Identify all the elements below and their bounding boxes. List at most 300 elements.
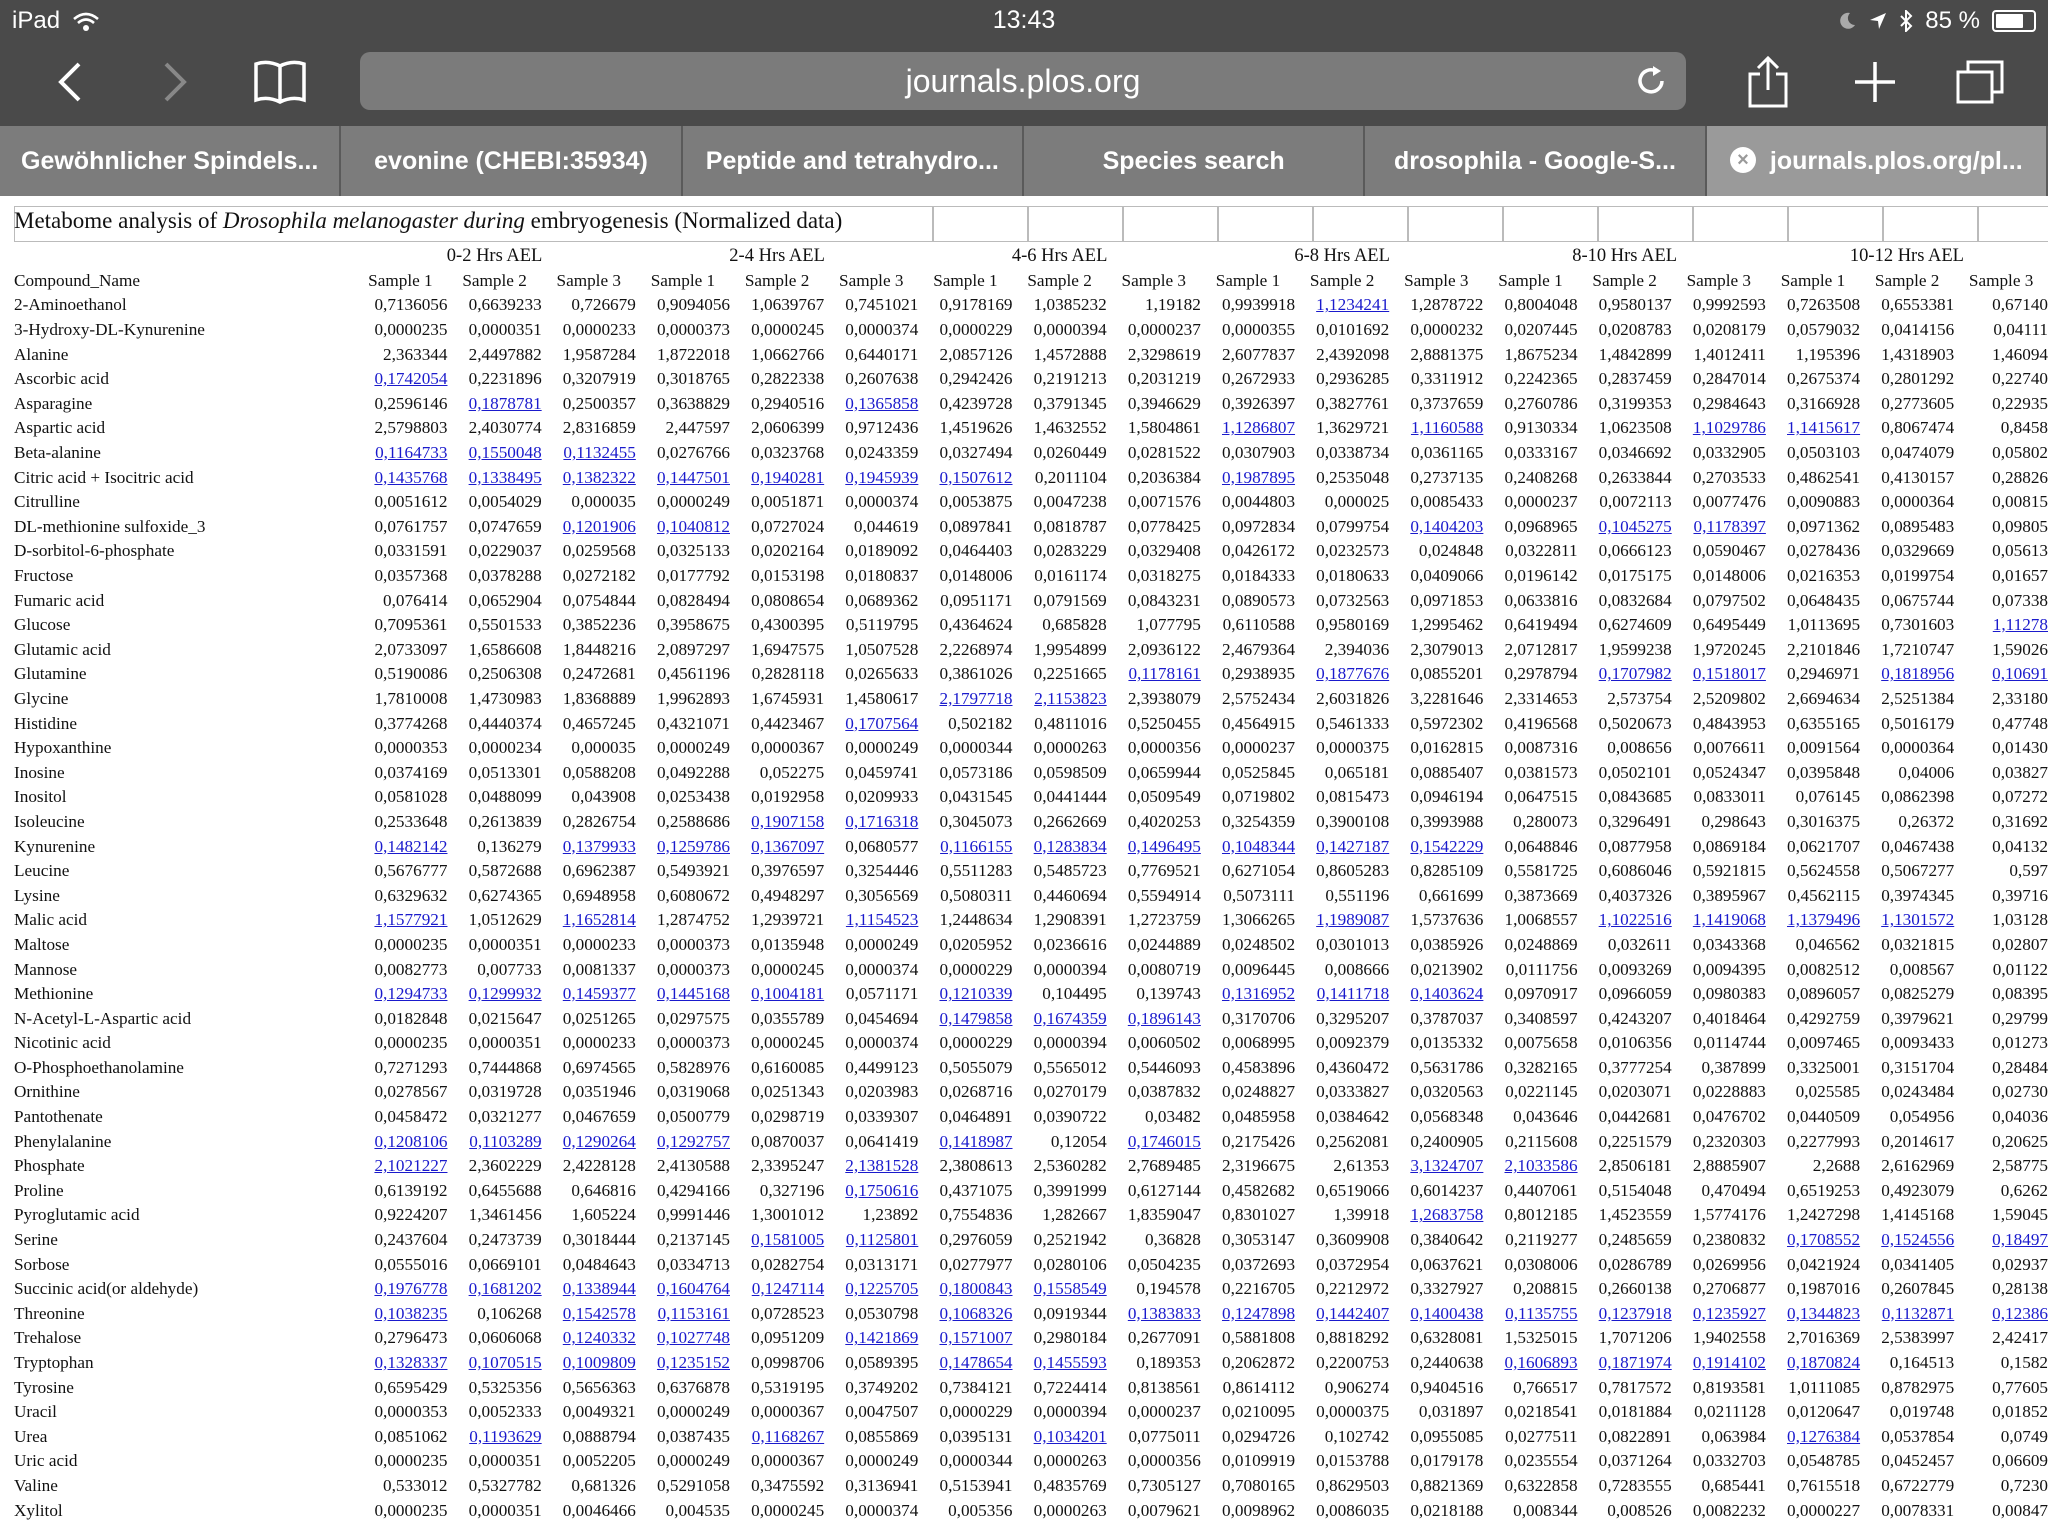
value-link[interactable]: 0,1068326 [939,1303,1013,1323]
value-cell: 0,4371075 [939,1180,1013,1200]
value-link[interactable]: 0,1225705 [845,1279,919,1299]
value-cell: 0,01273 [1992,1033,2048,1053]
address-bar[interactable] [360,52,1686,110]
value-cell: 1,9962893 [656,688,730,708]
value-link[interactable]: 1,11278 [1992,615,2048,635]
bookmarks-button[interactable] [250,52,310,112]
compound-name: Succinic acid(or aldehyde) [14,1279,199,1299]
value-cell: 0,0372693 [1221,1254,1296,1274]
value-link[interactable]: 0,1070515 [468,1353,542,1373]
data-table [14,244,2048,1523]
value-cell [918,1326,1012,1351]
value-link[interactable]: 0,1550048 [468,443,542,463]
value-cell: 0,4835769 [1033,1475,1107,1495]
value-cell: 0,0325133 [656,541,730,561]
value-link[interactable]: 0,1707982 [1598,664,1672,684]
compound-name: Tryptophan [14,1353,94,1373]
value-cell: 0,7554836 [939,1205,1013,1225]
value-cell: 2,8316859 [562,418,636,438]
value-cell: 0,0503103 [1787,443,1861,463]
value-cell: 0,0101692 [1316,320,1390,340]
value-link[interactable]: 0,1496495 [1127,836,1201,856]
value-cell: 0,6160085 [751,1057,825,1077]
value-link[interactable]: 0,1976778 [374,1279,448,1299]
value-link[interactable]: 0,1606893 [1504,1353,1578,1373]
value-link[interactable]: 0,1247114 [751,1279,825,1299]
value-cell: 0,0000245 [751,959,825,979]
value-cell: 0,0537854 [1881,1426,1955,1446]
value-cell: 0,0076611 [1693,738,1766,758]
value-cell: 0,0259568 [562,541,636,561]
value-cell: 0,7271293 [374,1057,448,1077]
value-cell: 0,0351946 [562,1082,636,1102]
value-link[interactable]: 1,1160588 [1410,418,1484,438]
value-cell: 0,0000237 [1127,1402,1201,1422]
value-link[interactable]: 0,1294733 [374,984,448,1004]
value-cell [353,1277,447,1302]
value-link[interactable]: 0,1178161 [1128,664,1201,684]
value-cell: 0,0378288 [468,566,542,586]
value-cell: 0,0548785 [1787,1451,1861,1471]
table-row [14,1203,2048,1228]
value-cell: 0,4948297 [751,885,825,905]
value-link[interactable]: 0,1708552 [1787,1230,1861,1250]
value-link[interactable]: 0,1411718 [1316,984,1390,1004]
value-cell: 0,6519066 [1316,1180,1390,1200]
value-link[interactable]: 0,1716318 [845,811,919,831]
value-link[interactable]: 0,1247898 [1221,1303,1296,1323]
value-link[interactable]: 0,1338944 [562,1279,636,1299]
reload-icon[interactable] [1634,64,1668,98]
value-link[interactable]: 0,1524556 [1881,1230,1955,1250]
value-cell: 0,0000351 [468,320,542,340]
value-cell [1295,293,1389,318]
value-link[interactable]: 2,1021227 [374,1156,448,1176]
compound-name: Fructose [14,566,74,586]
value-cell: 0,008656 [1607,738,1672,758]
value-cell [1578,908,1672,933]
table-row [14,539,2048,564]
value-link[interactable]: 0,1940281 [751,467,825,487]
value-link[interactable]: 1,1577921 [374,910,448,930]
value-cell [730,1228,824,1253]
value-cell [636,834,730,859]
value-link[interactable]: 0,1283834 [1033,836,1107,856]
value-link[interactable]: 0,1027748 [656,1328,730,1348]
value-cell: 0,5594914 [1127,885,1201,905]
compound-name: Citrulline [14,492,80,512]
value-link[interactable]: 0,1299932 [468,984,542,1004]
value-link[interactable]: 0,1421869 [845,1328,919,1348]
value-link[interactable]: 2,1381528 [845,1156,919,1176]
value-link[interactable]: 0,1871974 [1598,1353,1672,1373]
value-cell: 0,2485659 [1598,1230,1672,1250]
value-link[interactable]: 0,1459377 [562,984,636,1004]
value-link[interactable]: 0,1135755 [1505,1303,1578,1323]
value-link[interactable]: 0,1276384 [1787,1426,1861,1446]
value-link[interactable]: 0,1038235 [374,1303,448,1323]
value-cell: 0,4499123 [845,1057,919,1077]
value-cell: 0,0184333 [1221,566,1296,586]
value-link[interactable]: 0,1907158 [751,811,825,831]
value-cell: 0,2216705 [1221,1279,1296,1299]
value-cell: 0,0301013 [1316,934,1390,954]
value-link[interactable]: 0,1259786 [656,836,730,856]
value-cell: 0,0333167 [1504,443,1578,463]
value-link[interactable]: 0,1290264 [562,1131,636,1151]
value-link[interactable]: 0,1328337 [374,1353,448,1373]
value-cell: 0,000025 [1324,492,1390,512]
value-link[interactable]: 0,1009809 [562,1353,636,1373]
value-link[interactable]: 1,1419068 [1692,910,1766,930]
value-cell: 0,0775011 [1128,1426,1201,1446]
value-cell: 0,0000232 [1410,320,1484,340]
value-link[interactable]: 0,1235152 [656,1353,730,1373]
value-link[interactable]: 1,1029786 [1692,418,1766,438]
value-link[interactable]: 0,1240332 [562,1328,636,1348]
value-link[interactable]: 0,1166155 [940,836,1013,856]
value-link[interactable]: 0,1382322 [562,467,636,487]
value-link[interactable]: 0,1418987 [939,1131,1013,1151]
value-cell [824,1179,918,1204]
value-link[interactable]: 0,1435768 [374,467,448,487]
value-cell: 0,0248502 [1221,934,1296,954]
table-row [14,687,2048,712]
value-cell: 1,9587284 [562,344,636,364]
value-cell: 0,0331591 [374,541,448,561]
value-cell: 0,0467438 [1881,836,1955,856]
value-cell: 0,6595429 [374,1377,448,1397]
table-row [14,933,2048,958]
value-cell: 0,0808654 [751,590,825,610]
forward-button[interactable] [145,52,205,112]
value-cell: 0,139743 [1136,984,1201,1004]
value-link[interactable]: 0,1153161 [657,1303,730,1323]
value-cell: 0,0000263 [1033,1451,1107,1471]
value-cell: 0,0338734 [1316,443,1390,463]
value-cell: 0,9224207 [374,1205,448,1225]
value-link[interactable]: 0,1571007 [939,1328,1013,1348]
value-cell: 0,39716 [1992,885,2048,905]
value-cell: 0,0298719 [751,1107,825,1127]
compound-name: Aspartic acid [14,418,106,438]
group-header: 0-2 Hrs AEL [446,245,543,266]
value-cell: 0,6086046 [1598,861,1672,881]
value-link[interactable]: 1,1379496 [1787,910,1861,930]
value-cell [730,982,824,1007]
value-link[interactable]: 1,1286807 [1221,418,1296,438]
value-cell: 1,2878722 [1410,295,1484,315]
value-cell: 1,2427298 [1787,1205,1861,1225]
value-link[interactable]: 0,1518017 [1692,664,1766,684]
value-link[interactable]: 0,1581005 [751,1230,825,1250]
value-cell: 0,0202164 [751,541,825,561]
value-cell: 0,0092379 [1316,1033,1390,1053]
value-link[interactable]: 0,1447501 [656,467,730,487]
value-link[interactable]: 0,1482142 [374,836,448,856]
value-cell: 0,0851062 [374,1426,448,1446]
value-cell: 0,2242365 [1504,369,1578,389]
compound-name: Glutamic acid [14,639,111,659]
value-cell: 0,0000375 [1316,738,1390,758]
value-cell: 0,67140 [1992,295,2048,315]
value-link[interactable]: 0,1208106 [374,1131,448,1151]
value-link[interactable]: 0,1103289 [469,1131,542,1151]
value-link[interactable]: 0,1045275 [1598,516,1672,536]
compound-name: Maltose [14,934,70,954]
value-link[interactable]: 0,1040812 [656,516,730,536]
value-link[interactable]: 0,1800843 [939,1279,1013,1299]
value-cell: 0,4811016 [1034,713,1107,733]
value-cell: 0,3311912 [1410,369,1484,389]
value-link[interactable]: 0,1427187 [1316,836,1390,856]
value-link[interactable]: 0,1746015 [1127,1131,1201,1151]
value-cell: 2,5752434 [1221,688,1296,708]
value-link[interactable]: 0,1400438 [1410,1303,1484,1323]
table-row [14,515,2048,540]
value-cell: 0,0387832 [1127,1082,1201,1102]
value-link[interactable]: 0,1178397 [1693,516,1766,536]
compound-name: Uracil [14,1402,57,1422]
value-cell: 0,2940516 [751,393,825,413]
value-cell: 2,3298619 [1127,344,1201,364]
value-link[interactable]: 0,1681202 [468,1279,542,1299]
compound-name: Lysine [14,885,60,905]
value-link[interactable]: 0,1404203 [1410,516,1484,536]
value-cell: 0,0895483 [1881,516,1955,536]
value-link[interactable]: 0,1164733 [375,443,448,463]
value-link[interactable]: 0,10691 [1992,664,2048,684]
value-cell: 0,8782975 [1881,1377,1955,1397]
grid-cell [1977,206,2048,242]
value-cell: 0,0044803 [1221,492,1296,512]
value-cell: 0,0000229 [939,1402,1013,1422]
value-link[interactable]: 0,1896143 [1127,1008,1201,1028]
value-cell: 0,5446093 [1127,1057,1201,1077]
value-cell: 0,8614112 [1222,1377,1296,1397]
value-cell: 0,0474079 [1881,443,1955,463]
value-cell: 0,0236616 [1033,934,1107,954]
value-cell [1389,1154,1483,1179]
value-link[interactable]: 0,1125801 [845,1230,919,1250]
value-link[interactable]: 1,1652814 [562,910,636,930]
value-link[interactable]: 0,1379933 [562,836,636,856]
value-link[interactable]: 1,1234241 [1316,295,1390,315]
value-cell [1107,834,1201,859]
url-text: journals.plos.org [905,63,1141,99]
value-cell: 0,9992593 [1692,295,1766,315]
value-cell: 2,4392098 [1316,344,1390,364]
value-link[interactable]: 0,1004181 [751,984,825,1004]
tab-label: Species search [1102,147,1285,175]
value-link[interactable]: 0,1914102 [1692,1353,1766,1373]
value-cell: 2,42417 [1992,1328,2048,1348]
value-link[interactable]: 0,1818956 [1881,664,1955,684]
value-cell: 0,0283229 [1033,541,1107,561]
value-cell [918,1351,1012,1376]
value-link[interactable]: 0,1365858 [845,393,919,413]
sample-header: Sample 3 [839,270,904,290]
value-link[interactable]: 0,1237918 [1598,1303,1672,1323]
value-cell: 2,5798803 [374,418,448,438]
value-link[interactable]: 0,1344823 [1787,1303,1861,1323]
sample-header: Sample 1 [933,270,998,290]
value-cell: 0,0870037 [751,1131,825,1151]
value-link[interactable]: 0,1455593 [1033,1353,1107,1373]
value-cell: 0,0492288 [656,762,730,782]
value-link[interactable]: 0,1674359 [1033,1008,1107,1028]
value-cell: 0,8301027 [1221,1205,1296,1225]
value-cell: 0,0286789 [1598,1254,1672,1274]
value-link[interactable]: 0,1210339 [939,984,1013,1004]
value-cell: 0,2938935 [1221,664,1296,684]
value-cell: 0,2320303 [1692,1131,1766,1151]
tab-2[interactable] [683,126,1024,196]
value-cell [1295,908,1389,933]
value-link[interactable]: 0,1316952 [1221,984,1296,1004]
value-cell: 0,0888794 [562,1426,636,1446]
value-link[interactable]: 0,1292757 [656,1131,730,1151]
value-link[interactable]: 0,1132871 [1881,1303,1955,1323]
value-link[interactable]: 2,1033586 [1504,1156,1578,1176]
value-cell: 0,2607845 [1881,1279,1955,1299]
value-cell: 0,0862398 [1881,787,1955,807]
value-link[interactable]: 1,1989087 [1316,910,1390,930]
tab-4[interactable] [1365,126,1706,196]
value-cell: 0,046562 [1795,934,1861,954]
new-tab-button[interactable] [1845,52,1905,112]
value-cell: 0,5828976 [656,1057,730,1077]
spreadsheet-view [0,196,2048,1536]
value-link[interactable]: 0,1193629 [469,1426,542,1446]
value-link[interactable]: 0,1478654 [939,1353,1013,1373]
value-link[interactable]: 1,1022516 [1598,910,1672,930]
value-link[interactable]: 0,1870824 [1787,1353,1861,1373]
value-cell: 2,2688 [1812,1156,1861,1176]
value-link[interactable]: 0,1558549 [1033,1279,1107,1299]
value-cell: 2,394036 [1324,639,1390,659]
value-link[interactable]: 0,1168267 [751,1426,825,1446]
tab-1[interactable] [341,126,682,196]
value-link[interactable]: 1,1415617 [1787,418,1861,438]
value-cell: 0,054956 [1889,1107,1955,1127]
tab-5[interactable] [1707,126,2048,196]
value-cell: 0,0384642 [1316,1107,1390,1127]
value-cell: 0,0098962 [1221,1500,1296,1520]
value-link[interactable]: 0,1542229 [1410,836,1484,856]
value-cell: 0,0053875 [939,492,1013,512]
value-link[interactable]: 0,1132455 [563,443,636,463]
value-link[interactable]: 0,18497 [1992,1230,2048,1250]
value-cell: 0,0000353 [374,1402,448,1422]
value-cell: 0,7817572 [1598,1377,1672,1397]
value-link[interactable]: 2,1797718 [939,688,1013,708]
tab-3[interactable] [1024,126,1365,196]
value-cell: 0,4292759 [1787,1008,1861,1028]
value-link[interactable]: 0,1338495 [468,467,542,487]
value-link[interactable]: 0,1479858 [939,1008,1013,1028]
value-link[interactable]: 0,1750616 [845,1180,919,1200]
value-link[interactable]: 0,1945939 [845,467,919,487]
value-cell: 0,551196 [1325,885,1390,905]
value-link[interactable]: 0,1742054 [374,369,448,389]
value-cell: 0,0208783 [1598,320,1672,340]
compound-name: Uric acid [14,1451,78,1471]
value-link[interactable]: 0,1507612 [939,467,1013,487]
value-link[interactable]: 0,1878781 [468,393,542,413]
value-link[interactable]: 0,1445168 [656,984,730,1004]
back-button[interactable] [40,52,100,112]
value-link[interactable]: 2,1153823 [1034,688,1107,708]
value-link[interactable]: 0,1048344 [1221,836,1296,856]
value-cell: 0,0431545 [939,787,1013,807]
tabs-overview-button[interactable] [1950,52,2010,112]
value-cell: 0,7224414 [1033,1377,1107,1397]
value-cell: 0,0000263 [1033,1500,1107,1520]
value-cell: 0,0047507 [845,1402,919,1422]
value-cell [636,465,730,490]
value-link[interactable]: 0,1442407 [1316,1303,1390,1323]
value-cell: 3,2281646 [1410,688,1484,708]
value-cell: 0,3861026 [939,664,1013,684]
value-cell: 0,3327927 [1410,1279,1484,1299]
value-cell: 0,0000373 [656,934,730,954]
value-link[interactable]: 0,1877676 [1316,664,1390,684]
value-cell: 0,0343368 [1692,934,1766,954]
value-cell: 1,5737636 [1410,910,1484,930]
value-cell: 0,2936285 [1316,369,1390,389]
value-link[interactable]: 1,1301572 [1881,910,1955,930]
bluetooth-icon [1899,10,1913,32]
value-link[interactable]: 0,1367097 [751,836,825,856]
compound-name: Histidine [14,713,78,733]
value-link[interactable]: 0,1383833 [1127,1303,1201,1323]
value-cell: 1,4318903 [1881,344,1955,364]
compound-name: 2-Aminoethanol [14,295,127,315]
value-cell: 0,0000237 [1504,492,1578,512]
value-link[interactable]: 1,1154523 [845,910,919,930]
value-link[interactable]: 0,1403624 [1410,984,1484,1004]
value-cell: 0,6271054 [1221,861,1296,881]
value-link[interactable]: 0,1542578 [562,1303,636,1323]
value-link[interactable]: 3,1324707 [1410,1156,1484,1176]
value-link[interactable]: 0,1235927 [1692,1303,1766,1323]
value-cell: 0,0329669 [1881,541,1955,561]
value-link[interactable]: 0,1034201 [1033,1426,1107,1446]
value-cell: 0,0278567 [374,1082,448,1102]
value-link[interactable]: 0,12386 [1992,1303,2048,1323]
value-cell: 0,0680577 [845,836,919,856]
value-cell: 0,6974565 [562,1057,636,1077]
value-cell: 0,2380832 [1692,1230,1766,1250]
value-cell: 0,0093433 [1881,1033,1955,1053]
value-link[interactable]: 0,1707564 [845,713,919,733]
close-tab-icon[interactable]: × [1730,147,1756,173]
value-cell: 0,0251343 [751,1082,825,1102]
value-cell [1389,1302,1483,1327]
value-link[interactable]: 0,1987895 [1221,467,1296,487]
value-cell [353,465,447,490]
value-link[interactable]: 0,1201906 [562,516,636,536]
value-cell: 0,0000263 [1033,738,1107,758]
value-link[interactable]: 1,2683758 [1410,1205,1484,1225]
value-cell: 0,076145 [1795,787,1861,807]
tab-0[interactable] [0,126,341,196]
share-button[interactable] [1738,52,1798,112]
value-cell: 0,0000394 [1033,959,1107,979]
value-link[interactable]: 0,1604764 [656,1279,730,1299]
browser-toolbar [0,40,2048,126]
